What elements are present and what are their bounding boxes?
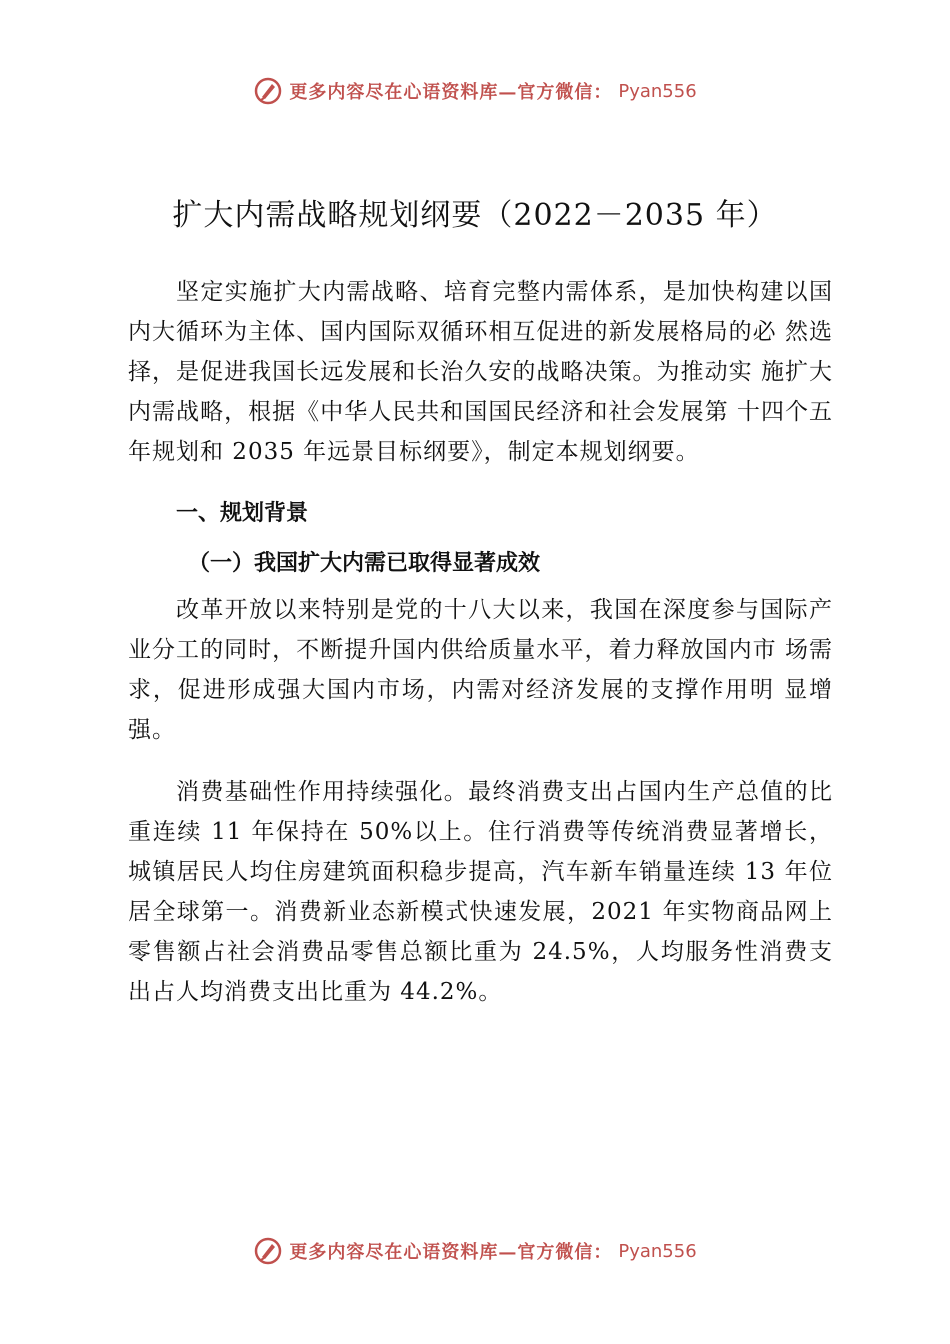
watermark-wechat-id: Pyan556	[618, 1240, 697, 1262]
watermark-wechat-id: Pyan556	[618, 80, 697, 102]
watermark-text: 更多内容尽在心语资料库—官方微信：	[289, 1242, 613, 1263]
pen-logo-icon	[253, 1236, 283, 1266]
watermark-header	[0, 76, 950, 106]
pen-logo-icon	[253, 76, 283, 106]
watermark-footer	[0, 1236, 950, 1266]
section-heading-background: 一、规划背景	[176, 501, 309, 526]
reform-paragraph: 改革开放以来特别是党的十八大以来，我国在深度参与国际产业分工的同时，不断提升国内供给质量水平，着力释放国内市 场需求，促进形成强大国内市场，内需对经济发展的支撑作用明 显增强。	[128, 597, 833, 743]
intro-paragraph: 坚定实施扩大内需战略、培育完整内需体系，是加快构建以国内大循环为主体、国内国际双循环相互促进的新发展格局的必 然选择，是促进我国长远发展和长治久安的战略决策。为推动实 施扩大内需战略，根据《中华人民共和国国民经济和社会发展第 十四个五年规划和 2035 年远景目标纲要》，制定本规划纲要。	[128, 279, 833, 465]
consumption-paragraph: 消费基础性作用持续强化。最终消费支出占国内生产总值的比重连续 11 年保持在 50%以上。住行消费等传统消费显著增长， 城镇居民人均住房建筑面积稳步提高，汽车新车销量连续 13 年位居全球第一。消费新业态新模式快速发展，2021 年实物商品网上零售额占社会消费品零售总额比重为 24.5%，人均服务性消费支出占人均消费支出比重为 44.2%。	[128, 779, 833, 1005]
subsection-heading-achievements: （一）我国扩大内需已取得显著成效	[188, 551, 541, 576]
watermark-text: 更多内容尽在心语资料库—官方微信：	[289, 82, 613, 103]
document-title: 扩大内需战略规划纲要（2022－2035 年）	[172, 198, 778, 233]
